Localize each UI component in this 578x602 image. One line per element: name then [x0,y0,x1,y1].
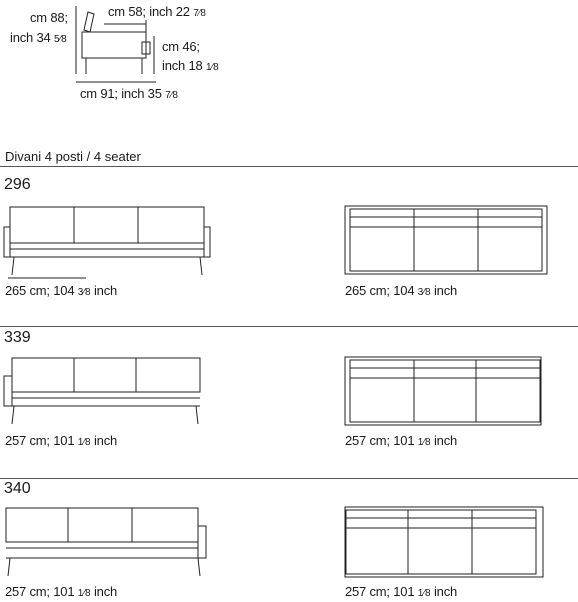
top-width-label-296: 265 cm; 104 3⁄8 inch [345,283,458,298]
seat-height-cm-label: cm 46; [162,39,200,54]
sofa-top-view-340 [344,506,544,578]
model-code-339: 339 [4,329,31,346]
side-profile-drawing [74,4,160,88]
height-cm-label: cm 88; [30,10,68,25]
divider-296 [0,326,578,327]
top-width-label-340: 257 cm; 101 1⁄8 inch [345,584,458,599]
sofa-top-view-296 [344,205,548,275]
front-width-label-339: 257 cm; 101 1⁄8 inch [5,433,118,448]
model-code-340: 340 [4,480,31,497]
sofa-top-view-339 [344,356,542,426]
divider-339 [0,478,578,479]
sofa-front-view-296 [4,205,210,279]
front-width-label-340: 257 cm; 101 1⁄8 inch [5,584,118,599]
height-inch-label: inch 34 5⁄8 [10,30,67,45]
front-width-label-296: 265 cm; 104 3⁄8 inch [5,283,118,298]
section-title: Divani 4 posti / 4 seater [5,149,141,164]
seat-depth-label: cm 58; inch 22 7⁄8 [108,4,206,19]
model-code-296: 296 [4,176,31,193]
top-width-label-339: 257 cm; 101 1⁄8 inch [345,433,458,448]
seat-height-inch-label: inch 18 1⁄8 [162,58,219,73]
sofa-front-view-340 [4,506,206,580]
section-title-it: Divani 4 posti [5,149,84,164]
overall-depth-label: cm 91; inch 35 7⁄8 [80,86,178,101]
sofa-front-view-339 [4,356,204,428]
section-divider [0,166,578,167]
section-title-en: 4 seater [93,149,141,164]
